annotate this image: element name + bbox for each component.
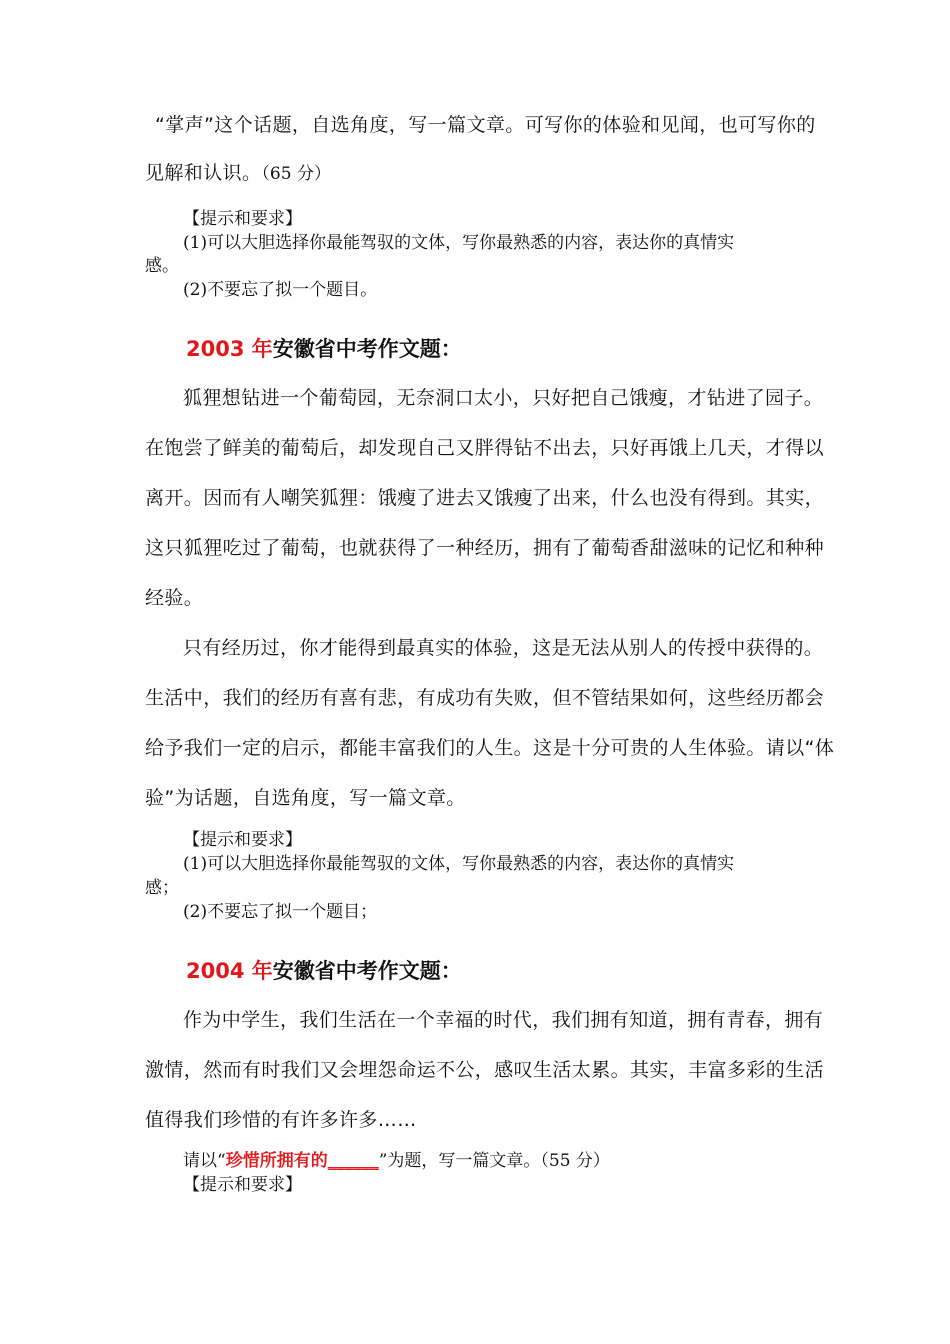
p2003-2-line-3: 给予我们一定的启示，都能丰富我们的人生。这是十分可贵的人生体验。请以“体: [145, 737, 835, 759]
hint2003-1-line-2: 感；: [145, 878, 179, 898]
p2003-2-line-1: 只有经历过，你才能得到最真实的体验，这是无法从别人的传授中获得的。: [183, 637, 824, 659]
p2003-1-line-1: 狐狸想钻进一个葡萄园，无奈洞口太小，只好把自己饿瘦，才钻进了园子。: [183, 387, 824, 409]
prompt-2004: [183, 1146, 610, 1171]
hint2003-1-line-1: (1)可以大胆选择你最能驾驭的文体，写你最熟悉的内容，表达你的真情实: [183, 854, 735, 874]
hint2004-title: 【提示和要求】: [183, 1175, 302, 1195]
heading-2003-year: 2003 年: [186, 337, 273, 361]
top-hint-2: (2)不要忘了拟一个题目。: [183, 280, 378, 300]
p2003-1-line-2: 在饱尝了鲜美的葡萄后，却发现自己又胖得钻不出去，只好再饿上几天，才得以: [145, 437, 825, 459]
hint2003-title: 【提示和要求】: [183, 830, 302, 850]
heading-2004-year: 2004 年: [186, 959, 273, 983]
top-hint-title: 【提示和要求】: [183, 209, 302, 229]
top-para-line-2: [145, 158, 331, 185]
hint2003-2: (2)不要忘了拟一个题目；: [183, 902, 378, 922]
prompt-2004-blank: ______: [327, 1151, 379, 1171]
p2003-2-line-2: 生活中，我们的经历有喜有悲，有成功有失败，但不管结果如何，这些经历都会: [145, 687, 825, 709]
top-score: （65 分）: [261, 164, 331, 184]
heading-2004-title: 安徽省中考作文题：: [272, 959, 462, 983]
top-hint-1-line-1: (1)可以大胆选择你最能驾驭的文体，写你最熟悉的内容，表达你的真情实: [183, 233, 735, 253]
heading-2003-title: 安徽省中考作文题：: [272, 337, 462, 361]
prompt-2004-post: ”为题，写一篇文章。（55 分）: [378, 1151, 610, 1171]
heading-2004: [186, 955, 462, 985]
top-para-line-2-text: 见解和认识。: [145, 162, 262, 184]
p2004-line-3: 值得我们珍惜的有许多许多……: [145, 1109, 417, 1131]
p2003-2-line-4: 验”为话题，自选角度，写一篇文章。: [145, 787, 466, 809]
prompt-2004-pre: 请以“: [183, 1151, 226, 1171]
heading-2003: [186, 333, 462, 363]
top-para-line-1: “掌声”这个话题，自选角度，写一篇文章。可写你的体验和见闻，也可写你的: [155, 114, 816, 136]
top-hint-1-line-2: 感。: [145, 256, 179, 276]
p2003-1-line-5: 经验。: [145, 587, 204, 609]
prompt-2004-topic: 珍惜所拥有的: [225, 1151, 328, 1171]
p2003-1-line-3: 离开。因而有人嘲笑狐狸：饿瘦了进去又饿瘦了出来，什么也没有得到。其实，: [145, 487, 825, 509]
p2003-1-line-4: 这只狐狸吃过了葡萄，也就获得了一种经历，拥有了葡萄香甜滋味的记忆和种种: [145, 537, 825, 559]
p2004-line-1: 作为中学生，我们生活在一个幸福的时代，我们拥有知道，拥有青春，拥有: [183, 1009, 824, 1031]
p2004-line-2: 激情，然而有时我们又会埋怨命运不公，感叹生活太累。其实，丰富多彩的生活: [145, 1059, 825, 1081]
